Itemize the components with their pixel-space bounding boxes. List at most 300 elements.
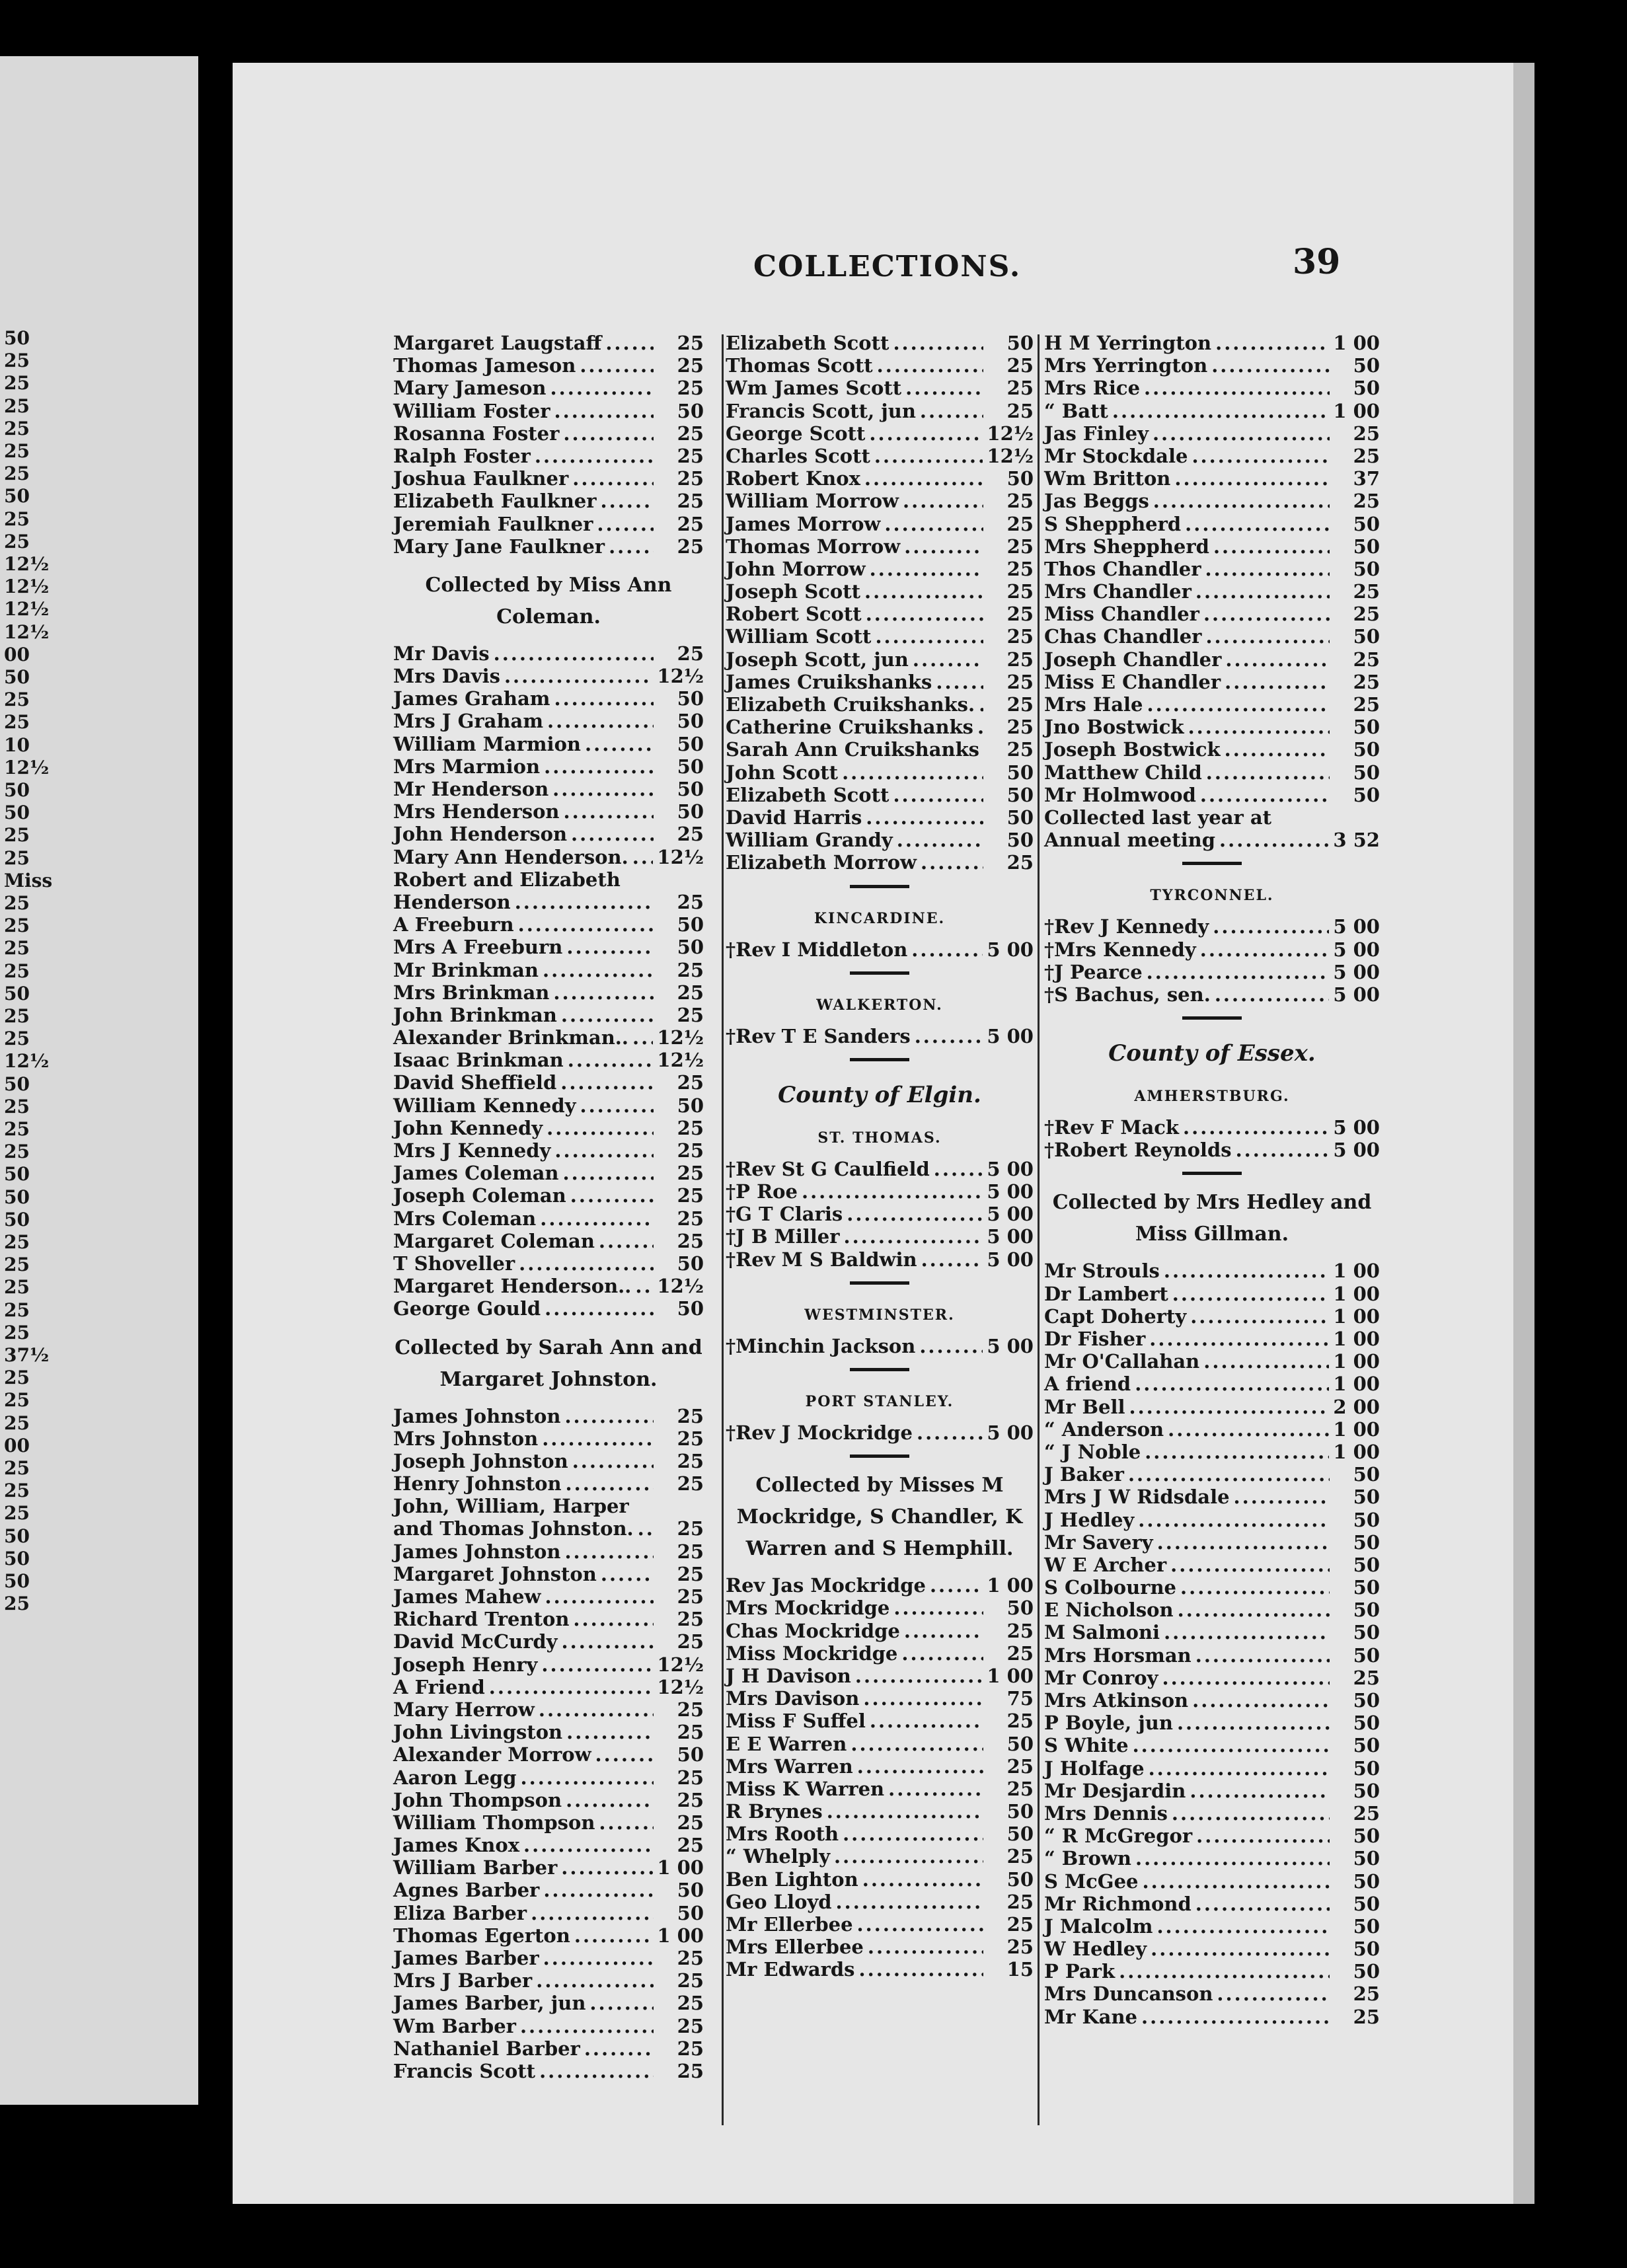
- list-item: [726, 1248, 1034, 1271]
- list-item: [393, 710, 704, 732]
- leader-dots: [521, 1766, 654, 1789]
- contributor-name: †J B Miller: [726, 1225, 840, 1248]
- contribution-amount: 25: [1006, 557, 1034, 580]
- leader-dots: [1180, 1576, 1330, 1599]
- contribution-amount: 25: [677, 1540, 704, 1563]
- section-rule: [850, 1281, 909, 1285]
- contribution-amount: 5 00: [1333, 938, 1380, 961]
- list-item: [393, 1630, 704, 1653]
- contribution-amount: 5 00: [1333, 960, 1380, 983]
- leader-dots: [1156, 1915, 1330, 1938]
- leader-dots: [584, 2037, 654, 2060]
- list-item: [393, 913, 704, 936]
- contributor-name: W E Archer: [1044, 1553, 1167, 1576]
- contribution-amount: 50: [677, 800, 704, 823]
- contribution-amount: 25: [677, 890, 704, 913]
- list-item: [1044, 1847, 1380, 1870]
- page-title: COLLECTIONS.: [753, 250, 1022, 284]
- contribution-amount: 50: [677, 1901, 704, 1924]
- contribution-amount: 25: [677, 1992, 704, 2015]
- leader-dots: [1168, 1418, 1329, 1441]
- contributor-name: Alexander Brinkman..: [393, 1026, 628, 1049]
- list-item: [393, 1207, 704, 1230]
- contribution-amount: 25: [1006, 670, 1034, 693]
- list-item: [393, 1540, 704, 1563]
- contributor-name: John Scott: [726, 761, 839, 784]
- leader-dots: [554, 1139, 654, 1162]
- contribution-amount: 50: [1353, 1576, 1380, 1599]
- leader-dots: [519, 1252, 654, 1275]
- contributor-name: Mr Kane: [1044, 2005, 1138, 2028]
- contributor-name: †J Pearce: [1044, 960, 1143, 983]
- contribution-amount: 1 00: [1333, 399, 1380, 422]
- contribution-amount: 50: [1006, 806, 1034, 829]
- list-item: [1044, 829, 1380, 851]
- list-item: [1044, 1599, 1380, 1621]
- leader-dots: [874, 445, 983, 467]
- contribution-amount: 25: [677, 981, 704, 1004]
- contribution-amount: 25: [1006, 851, 1034, 874]
- contribution-amount: 25: [677, 1585, 704, 1608]
- leader-dots: [1203, 603, 1330, 625]
- contribution-amount: 25: [1006, 1890, 1034, 1913]
- place-heading: ST. THOMAS.: [817, 1129, 942, 1147]
- facing-page-fragment: [0, 56, 198, 2105]
- contributor-name: Wm Britton: [1044, 467, 1171, 490]
- leader-dots: [542, 1427, 654, 1450]
- contribution-amount: 25: [1006, 1845, 1034, 1868]
- contributor-name: William Foster: [393, 399, 550, 422]
- contribution-amount: 5 00: [987, 938, 1034, 961]
- list-item: [393, 981, 704, 1004]
- list-item: [1044, 648, 1380, 671]
- leader-dots: [609, 535, 654, 558]
- leader-dots: [543, 1947, 654, 1969]
- contribution-amount: 50: [1353, 1914, 1380, 1938]
- leader-dots: [601, 1563, 654, 1585]
- leader-dots: [1135, 1847, 1330, 1870]
- contribution-amount: 50: [677, 399, 704, 422]
- contributor-name: William Scott: [726, 625, 872, 648]
- facing-page-text: 50: [4, 1073, 30, 1095]
- contribution-amount: 12½: [657, 845, 704, 868]
- contribution-amount: 25: [677, 1139, 704, 1162]
- leader-dots: [1164, 1260, 1329, 1282]
- leader-dots: [1138, 1509, 1330, 1531]
- leader-dots: [851, 1733, 983, 1755]
- list-item: [726, 784, 1034, 806]
- list-item: [393, 1902, 704, 1924]
- contribution-amount: 50: [677, 778, 704, 800]
- leader-dots: [1213, 915, 1329, 938]
- contributor-name: W Hedley: [1044, 1938, 1147, 1961]
- contributor-name: Mrs Dennis: [1044, 1801, 1168, 1825]
- contribution-amount: 50: [677, 687, 704, 710]
- contributor-name: Robert Knox: [726, 467, 860, 490]
- leader-dots: [597, 513, 654, 535]
- contribution-amount: 12½: [987, 444, 1034, 467]
- leader-dots: [1215, 983, 1330, 1006]
- contribution-amount: 25: [677, 535, 704, 558]
- leader-dots: [911, 938, 983, 961]
- list-item: [726, 1778, 1034, 1800]
- leader-dots: [1195, 1644, 1330, 1667]
- section-rule: [1182, 1016, 1242, 1020]
- list-item: [393, 1139, 704, 1162]
- leader-dots: [1188, 716, 1330, 738]
- contribution-amount: 25: [677, 1071, 704, 1094]
- facing-page-text: 12½: [4, 553, 50, 575]
- contributor-name: Mrs J Barber: [393, 1969, 533, 1992]
- contribution-amount: 50: [1006, 1823, 1034, 1846]
- leader-dots: [859, 1958, 984, 1981]
- list-item: [726, 1868, 1034, 1891]
- leader-dots: [893, 784, 983, 806]
- contribution-amount: 25: [1006, 693, 1034, 716]
- contributor-name: Mrs Duncanson: [1044, 1983, 1213, 2006]
- contribution-amount: 25: [677, 1788, 704, 1811]
- contribution-amount: 25: [1006, 490, 1034, 513]
- contributor-name: John Thompson: [393, 1788, 562, 1811]
- leader-dots: [1195, 580, 1330, 603]
- facing-page-text: 25: [4, 1480, 30, 1502]
- leader-dots: [552, 778, 654, 800]
- contributor-name: Mrs Johnston: [393, 1427, 539, 1450]
- list-item: [726, 648, 1034, 671]
- list-item: [393, 1517, 704, 1540]
- facing-page-text: 12½: [4, 756, 50, 778]
- contribution-amount: 1 00: [1333, 1260, 1380, 1283]
- contributor-name: James Coleman: [393, 1162, 559, 1185]
- contribution-amount: 25: [677, 2014, 704, 2037]
- list-item: [393, 823, 704, 845]
- facing-page-text: 00: [4, 643, 30, 665]
- contribution-amount: 25: [1006, 512, 1034, 535]
- contributor-name: and Thomas Johnston.: [393, 1517, 634, 1540]
- contributor-name: Mrs Marmion: [393, 755, 541, 778]
- contributor-name: Thomas Jameson: [393, 354, 576, 377]
- contribution-amount: 25: [1006, 648, 1034, 671]
- list-item: [726, 671, 1034, 693]
- leader-dots: [573, 1608, 654, 1630]
- leader-dots: [1225, 671, 1330, 693]
- contributor-name: †Rev J Kennedy: [1044, 915, 1209, 938]
- contributor-name: P Boyle, jun: [1044, 1712, 1173, 1735]
- contribution-amount: 50: [1353, 1553, 1380, 1576]
- list-item: [726, 332, 1034, 354]
- contributor-name: †S Bachus, sen.: [1044, 983, 1211, 1006]
- list-item: [1044, 1554, 1380, 1576]
- contributor-name: Catherine Cruikshanks: [726, 716, 973, 739]
- contributor-name: John Livingston: [393, 1721, 563, 1744]
- facing-page-text: 25: [4, 1141, 30, 1163]
- list-item: [726, 938, 1034, 961]
- contribution-amount: 25: [677, 512, 704, 535]
- list-item: [393, 513, 704, 535]
- list-item: [393, 1766, 704, 1789]
- place-heading: WALKERTON.: [816, 996, 943, 1014]
- leader-dots: [857, 1755, 983, 1778]
- contribution-amount: 50: [1353, 1779, 1380, 1802]
- facing-page-text: 25: [4, 440, 30, 462]
- list-item: [726, 1958, 1034, 1981]
- list-item: [1044, 806, 1380, 829]
- contribution-amount: 50: [1006, 1597, 1034, 1620]
- facing-page-text: 50: [4, 779, 30, 801]
- contributor-name: Margaret Johnston: [393, 1562, 597, 1585]
- leader-dots: [1195, 1893, 1330, 1915]
- facing-page-text: 50: [4, 1163, 30, 1186]
- contribution-amount: 25: [1006, 1936, 1034, 1959]
- leader-dots: [1213, 535, 1330, 558]
- contribution-amount: 1 00: [1333, 1440, 1380, 1463]
- leader-dots: [561, 1856, 653, 1879]
- contributor-name: †G T Claris: [726, 1203, 843, 1226]
- place-heading: KINCARDINE.: [814, 909, 946, 927]
- contributor-name: Elizabeth Scott: [726, 332, 889, 354]
- contributor-name: William Kennedy: [393, 1094, 576, 1117]
- facing-page-text: 25: [4, 350, 30, 372]
- list-item: [726, 1180, 1034, 1203]
- leader-dots: [1192, 445, 1330, 467]
- contribution-amount: 12½: [657, 665, 704, 688]
- list-item: [726, 1913, 1034, 1936]
- list-item: [393, 2015, 704, 2037]
- contribution-amount: 1 00: [1333, 1373, 1380, 1396]
- contributor-name: A Friend: [393, 1675, 485, 1698]
- contributor-name: Mr Ellerbee: [726, 1913, 853, 1936]
- contributor-name: †P Roe: [726, 1180, 798, 1203]
- place-heading: PORT STANLEY.: [805, 1393, 954, 1410]
- list-item: [393, 687, 704, 710]
- contributor-name: James Morrow: [726, 512, 881, 535]
- contributor-name: Joseph Henry: [393, 1653, 538, 1676]
- leader-dots: [1128, 1463, 1330, 1486]
- leader-dots: [884, 513, 983, 535]
- facing-page-text: 25: [4, 1276, 30, 1299]
- leader-dots: [866, 806, 983, 829]
- contributor-name: Mr Bell: [1044, 1395, 1125, 1418]
- contribution-amount: 25: [677, 1608, 704, 1631]
- page-edge: [1513, 63, 1534, 2204]
- contributor-name: Mary Jameson: [393, 377, 547, 400]
- facing-page-text: 25: [4, 1502, 30, 1525]
- list-item: [726, 490, 1034, 512]
- contributor-name: Rev Jas Mockridge: [726, 1574, 926, 1597]
- contributor-name: †Rev St G Caulfield: [726, 1157, 930, 1180]
- leader-dots: [1192, 1689, 1330, 1712]
- contributor-name: Jas Finley: [1044, 422, 1149, 445]
- contribution-amount: 12½: [657, 1675, 704, 1698]
- list-item: [1044, 1116, 1380, 1139]
- leader-dots: [515, 891, 654, 913]
- contribution-amount: 25: [1006, 377, 1034, 400]
- contributor-name: Capt Doherty: [1044, 1304, 1187, 1328]
- contribution-amount: 50: [677, 1297, 704, 1320]
- leader-dots: [541, 1653, 653, 1676]
- contributor-name: James Mahew: [393, 1585, 541, 1608]
- facing-page-text: 25: [4, 463, 30, 485]
- leader-dots: [893, 1597, 983, 1619]
- contribution-amount: 25: [677, 354, 704, 377]
- facing-page-text: 37½: [4, 1344, 50, 1366]
- list-item: [393, 1789, 704, 1811]
- leader-dots: [571, 823, 654, 845]
- list-item: [726, 829, 1034, 851]
- list-item: [726, 1158, 1034, 1180]
- contribution-amount: 50: [1353, 1960, 1380, 1983]
- leader-dots: [1215, 332, 1329, 354]
- contribution-amount: 37: [1353, 467, 1380, 490]
- list-item: [726, 467, 1034, 490]
- leader-dots: [827, 1800, 983, 1823]
- facing-page-text: 25: [4, 1005, 30, 1027]
- contributor-name: †Rev F Mack: [1044, 1116, 1179, 1139]
- contribution-amount: 50: [1353, 625, 1380, 648]
- leader-dots: [863, 1687, 983, 1710]
- leader-dots: [1164, 1621, 1330, 1644]
- contributor-name: James Cruikshanks: [726, 670, 932, 693]
- list-item: [1044, 1712, 1380, 1734]
- leader-dots: [979, 693, 983, 716]
- contribution-amount: 50: [677, 732, 704, 755]
- contribution-amount: 1 00: [1333, 1350, 1380, 1373]
- contributor-name: Robert and Elizabeth: [393, 868, 621, 891]
- contribution-amount: 25: [677, 1116, 704, 1139]
- leader-dots: [543, 959, 654, 981]
- contribution-amount: 50: [1353, 1847, 1380, 1870]
- facing-page-text: 25: [4, 892, 30, 914]
- contributor-name: Mrs A Freeburn: [393, 936, 563, 959]
- section-rule: [850, 1368, 909, 1371]
- list-item: [1044, 1350, 1380, 1373]
- list-item: [726, 445, 1034, 467]
- list-item: [393, 755, 704, 778]
- leader-dots: [1183, 1116, 1329, 1139]
- contributor-name: †Rev I Middleton: [726, 938, 908, 961]
- contribution-amount: 25: [677, 1630, 704, 1653]
- contributor-name: Jno Bostwick: [1044, 716, 1184, 739]
- column-1: [393, 332, 704, 2082]
- contribution-amount: 50: [1353, 535, 1380, 558]
- place-heading: TYRCONNEL.: [1150, 887, 1274, 905]
- list-item: [393, 1834, 704, 1856]
- leader-dots: [563, 422, 654, 445]
- list-item: [393, 1698, 704, 1721]
- leader-dots: [531, 1902, 654, 1924]
- leader-dots: [802, 1180, 983, 1203]
- contributor-name: Alexander Morrow: [393, 1743, 591, 1766]
- leader-dots: [544, 755, 654, 778]
- contributor-name: David Harris: [726, 806, 862, 829]
- contribution-amount: 50: [1353, 783, 1380, 806]
- facing-page-text: 25: [4, 1299, 30, 1321]
- list-item: [393, 936, 704, 958]
- contribution-amount: 25: [1353, 1983, 1380, 2006]
- section-rule: [850, 971, 909, 975]
- contribution-amount: 12½: [657, 1049, 704, 1072]
- leader-dots: [1234, 1486, 1330, 1508]
- list-item: [393, 1721, 704, 1743]
- leader-dots: [601, 490, 654, 512]
- leader-dots: [572, 467, 654, 490]
- leader-dots: [920, 400, 983, 422]
- list-item: [726, 625, 1034, 648]
- contributor-name: Joseph Johnston: [393, 1449, 568, 1472]
- leader-dots: [903, 490, 983, 512]
- contribution-amount: 25: [1353, 422, 1380, 445]
- list-item: [1044, 513, 1380, 535]
- leader-dots: [934, 1158, 983, 1180]
- list-item: [1044, 1328, 1380, 1350]
- leader-dots: [1206, 761, 1330, 784]
- contributor-name: †Rev J Mockridge: [726, 1421, 913, 1444]
- leader-dots: [520, 2015, 654, 2037]
- contributor-name: Joseph Coleman: [393, 1184, 566, 1207]
- contributor-name: Dr Fisher: [1044, 1328, 1146, 1350]
- list-item: [1044, 1825, 1380, 1847]
- list-item: [393, 535, 704, 558]
- contributor-name: S McGee: [1044, 1870, 1139, 1893]
- list-item: [1044, 467, 1380, 490]
- leader-dots: [1112, 400, 1329, 422]
- contribution-amount: 1 00: [1333, 1418, 1380, 1441]
- list-item: [393, 1162, 704, 1184]
- contributor-name: Matthew Child: [1044, 761, 1202, 784]
- facing-page-text: 50: [4, 327, 30, 349]
- facing-page-text: 50: [4, 485, 30, 508]
- contribution-amount: 50: [1353, 1463, 1380, 1486]
- leader-dots: [1174, 467, 1330, 490]
- contributor-name: Mr Strouls: [1044, 1260, 1160, 1283]
- contribution-amount: 1 00: [987, 1664, 1034, 1687]
- collector-heading: Collected by Mrs Hedley and Miss Gillman.: [1052, 1191, 1372, 1246]
- list-item: [726, 1823, 1034, 1845]
- facing-page-text: 25: [4, 1412, 30, 1434]
- list-item: [393, 332, 704, 354]
- list-item: [726, 761, 1034, 784]
- contributor-name: “ R McGregor: [1044, 1825, 1193, 1848]
- contributor-name: James Graham: [393, 687, 550, 710]
- leader-dots: [1217, 1983, 1330, 2005]
- leader-dots: [566, 936, 654, 958]
- facing-page-text: 25: [4, 1457, 30, 1479]
- list-item: [726, 738, 1034, 761]
- contribution-amount: 25: [1006, 399, 1034, 422]
- leader-dots: [905, 377, 983, 399]
- leader-dots: [554, 400, 654, 422]
- list-item: [1044, 1418, 1380, 1441]
- contributor-name: David McCurdy: [393, 1630, 558, 1653]
- contribution-amount: 25: [677, 958, 704, 981]
- contributor-name: Mrs Yerrington: [1044, 354, 1208, 377]
- contribution-amount: 25: [677, 1003, 704, 1026]
- leader-dots: [857, 1913, 983, 1936]
- leader-dots: [843, 1225, 983, 1248]
- contributor-name: Dr Lambert: [1044, 1282, 1168, 1305]
- contribution-amount: 50: [1006, 829, 1034, 852]
- contribution-amount: 25: [1006, 625, 1034, 648]
- contribution-amount: 25: [1353, 490, 1380, 513]
- leader-dots: [1129, 1396, 1329, 1418]
- facing-page-text: 25: [4, 937, 30, 960]
- list-item: [1044, 1283, 1380, 1305]
- list-item: [393, 490, 704, 512]
- contribution-amount: 25: [1353, 1666, 1380, 1689]
- list-item: [1044, 671, 1380, 693]
- contributor-name: Mr Desjardin: [1044, 1779, 1186, 1802]
- contribution-amount: 25: [1006, 1710, 1034, 1733]
